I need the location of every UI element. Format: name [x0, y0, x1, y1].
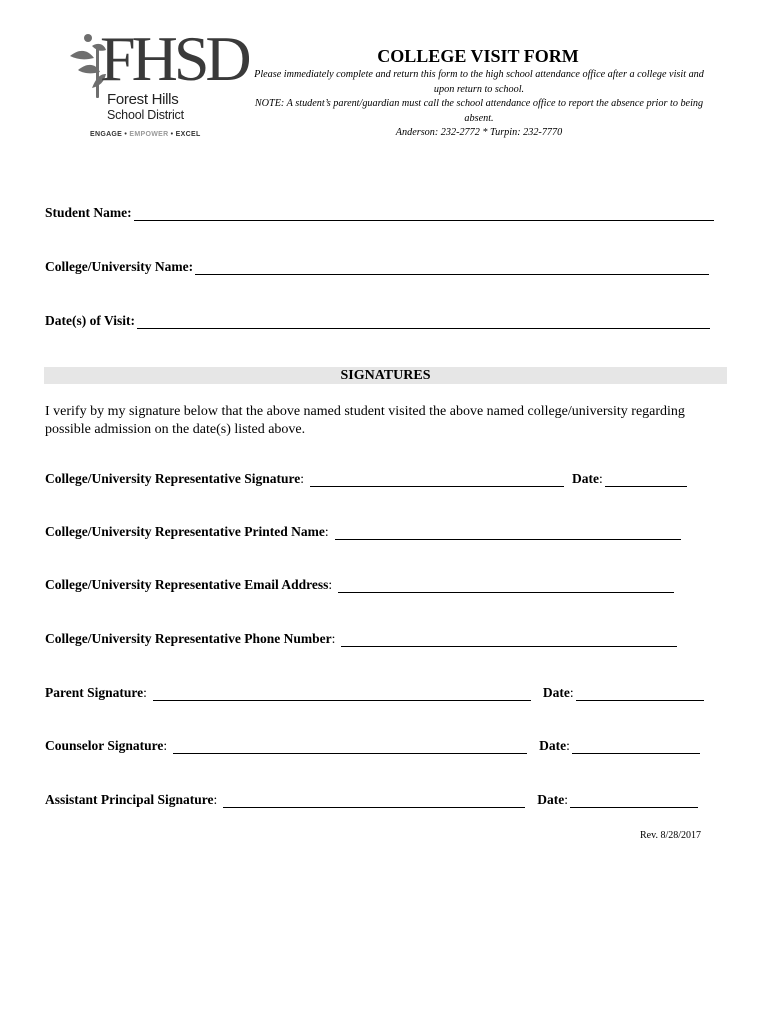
- rep-date-colon: :: [598, 471, 603, 486]
- student-name-row: [45, 205, 714, 221]
- counselor-signature-line[interactable]: [173, 739, 527, 754]
- ap-signature-row: [45, 792, 698, 808]
- counselor-signature-colon: :: [163, 738, 168, 753]
- ap-date-line[interactable]: [570, 793, 698, 808]
- parent-signature-row: [45, 685, 704, 701]
- rep-signature-row: [45, 471, 687, 487]
- rep-date-line[interactable]: [605, 472, 687, 487]
- college-name-label: College/University Name:: [45, 259, 194, 274]
- parent-signature-line[interactable]: [153, 686, 531, 701]
- instructions-note: NOTE: A student’s parent/guardian must call the school attendance office to report the absence prior to being absent.: [254, 98, 704, 124]
- rep-printed-colon: :: [324, 524, 329, 539]
- signatures-heading: SIGNATURES: [44, 367, 727, 384]
- parent-signature-label: Parent Signature: [45, 685, 144, 700]
- counselor-date-colon: :: [566, 738, 570, 753]
- parent-date-line[interactable]: [576, 686, 704, 701]
- counselor-signature-row: [45, 738, 700, 754]
- visit-dates-label: Date(s) of Visit:: [45, 313, 135, 328]
- ap-signature-label: Assistant Principal Signature: [45, 792, 214, 807]
- rep-email-line[interactable]: [338, 578, 674, 593]
- student-name-label: Student Name:: [45, 205, 132, 220]
- logo-district-name: Forest Hills: [107, 91, 179, 108]
- ap-date-colon: :: [564, 792, 569, 807]
- parent-date-label: Date: [542, 685, 570, 700]
- rep-phone-row: [45, 631, 677, 647]
- rep-printed-label: College/University Representative Printed Name: [45, 524, 325, 539]
- visit-dates-row: [45, 313, 710, 329]
- counselor-date-line[interactable]: [572, 739, 700, 754]
- rep-email-row: [45, 577, 674, 593]
- instructions-return: Please immediately complete and return this form to the high school attendance office after a college visit and upon return to school.: [254, 69, 704, 95]
- parent-date-colon: :: [569, 685, 574, 700]
- form-instructions: [246, 68, 712, 141]
- rep-printed-row: [45, 524, 681, 540]
- ap-signature-line[interactable]: [223, 793, 525, 808]
- rep-phone-colon: :: [331, 631, 336, 646]
- logo-district-subname: School District: [107, 108, 184, 122]
- rep-signature-label: College/University Representative Signature: [45, 471, 301, 486]
- tagline-empower: EMPOWER: [129, 131, 169, 138]
- form-title: COLLEGE VISIT FORM: [377, 46, 579, 66]
- visit-dates-line[interactable]: [137, 314, 710, 329]
- rep-email-colon: :: [328, 577, 333, 592]
- ap-date-label: Date: [537, 792, 565, 807]
- rep-email-label: College/University Representative Email Address: [45, 577, 329, 592]
- rep-printed-line[interactable]: [335, 525, 681, 540]
- logo-letters: FHSD: [100, 23, 248, 94]
- rep-date-label: Date: [571, 471, 599, 486]
- rep-phone-label: College/University Representative Phone Number: [45, 631, 332, 646]
- student-name-line[interactable]: [134, 206, 714, 221]
- tagline-engage: ENGAGE •: [90, 131, 130, 138]
- college-name-line[interactable]: [195, 260, 709, 275]
- rep-phone-line[interactable]: [341, 632, 677, 647]
- parent-signature-colon: :: [143, 685, 147, 700]
- tagline-excel: • EXCEL: [168, 131, 201, 138]
- revision-date: Rev. 8/28/2017: [640, 830, 702, 841]
- verify-statement: I verify by my signature below that the above named student visited the above named college/university regarding possible admission on the date(s) listed above.: [45, 404, 685, 437]
- rep-signature-line[interactable]: [310, 472, 564, 487]
- counselor-signature-label: Counselor Signature: [45, 738, 164, 753]
- rep-signature-colon: :: [300, 471, 304, 486]
- logo-tagline: [90, 131, 201, 138]
- attendance-phones: Anderson: 232-2772 * Turpin: 232-7770: [395, 127, 563, 138]
- counselor-date-label: Date: [539, 738, 567, 753]
- college-name-row: [45, 259, 709, 275]
- ap-signature-colon: :: [213, 792, 218, 807]
